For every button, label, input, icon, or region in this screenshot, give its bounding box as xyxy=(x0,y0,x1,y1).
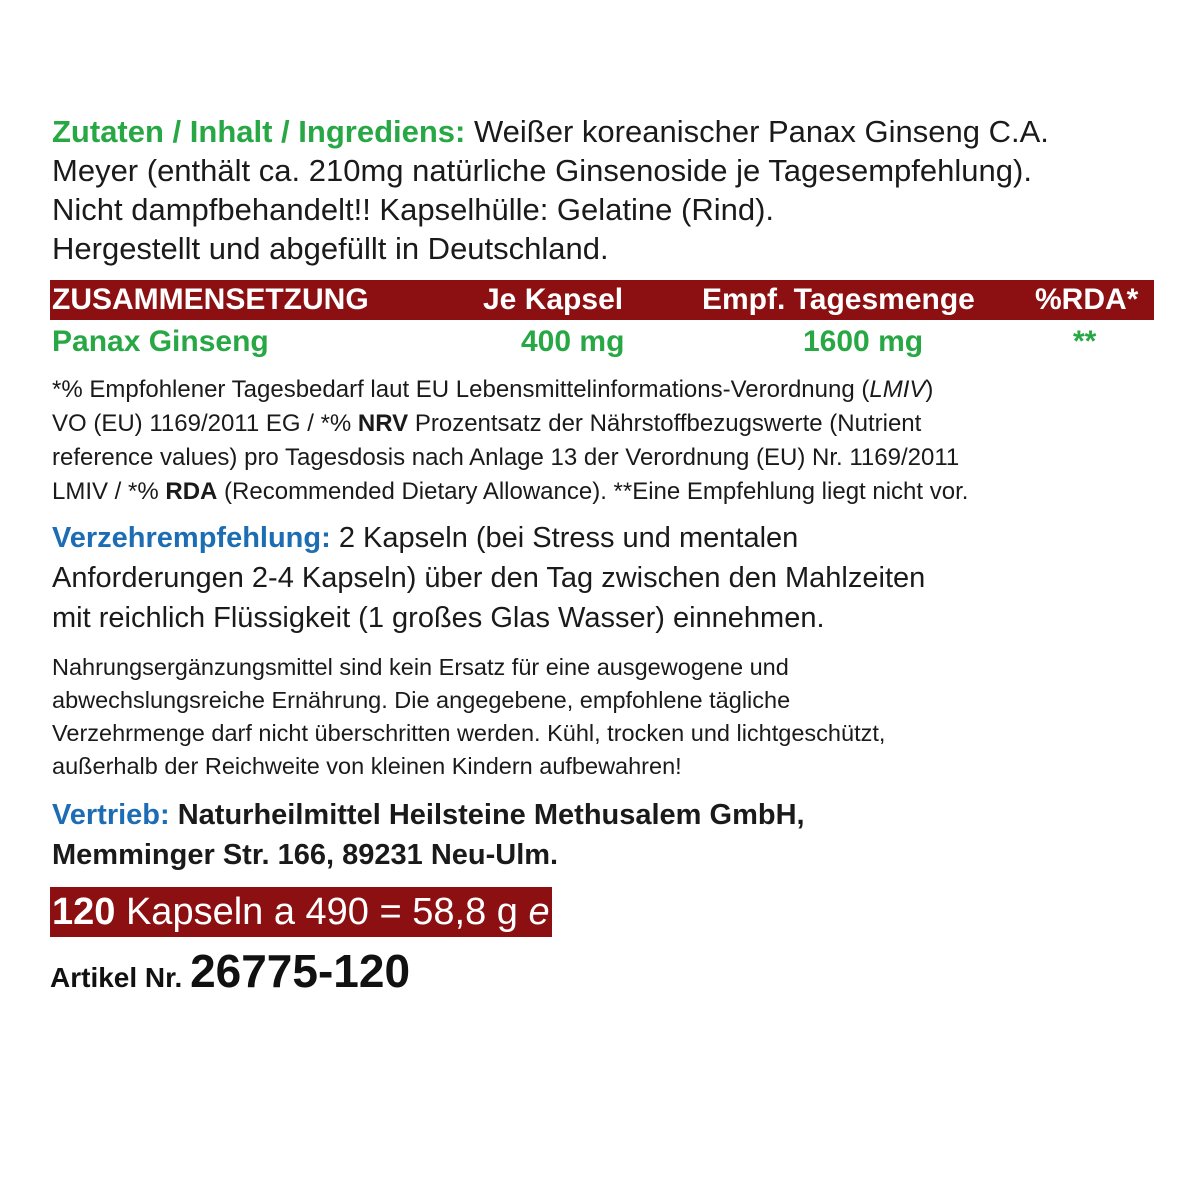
distributor-label: Vertrieb: xyxy=(52,799,170,831)
cell-ingredient: Panax Ginseng xyxy=(52,325,269,358)
footnote-text: *% Empfohlener Tagesbedarf laut EU Lebensmittelinformations-Verordnung ( xyxy=(52,376,870,403)
usage-text-1: 2 Kapseln (bei Stress und mentalen xyxy=(330,522,799,554)
distributor-line-1 xyxy=(52,795,1172,835)
rda-footnote xyxy=(52,373,1172,509)
footnote-line-3: reference values) pro Tagesdosis nach Anlage 13 der Verordnung (EU) Nr. 1169/2011 xyxy=(52,444,960,471)
footnote-text: Prozentsatz der Nährstoffbezugswerte (Nutrient xyxy=(408,410,922,437)
usage-line-2: Anforderungen 2-4 Kapseln) über den Tag zwischen den Mahlzeiten xyxy=(52,562,926,594)
usage-label: Verzehrempfehlung: xyxy=(52,522,331,554)
package-content-text: Kapseln a 490 = 58,8 g xyxy=(115,891,529,933)
warning-line-3: Verzehrmenge darf nicht überschritten werden. Kühl, trocken und lichtgeschützt, xyxy=(52,720,886,746)
article-number-value: 26775-120 xyxy=(190,945,411,997)
footnote-line-4 xyxy=(52,475,1172,509)
warning-line-4: außerhalb der Reichweite von kleinen Kindern aufbewahren! xyxy=(52,753,682,779)
capsule-count: 120 xyxy=(52,891,116,933)
usage-recommendation xyxy=(52,518,1172,638)
lmiv-abbrev: LMIV xyxy=(869,376,926,403)
warning-line-2: abwechslungsreiche Ernährung. Die angegebene, empfohlene tägliche xyxy=(52,687,791,713)
ingredients-section xyxy=(52,112,1172,268)
composition-table-row xyxy=(50,320,1154,364)
ingredients-text-1: Weißer koreanischer Panax Ginseng C.A. xyxy=(465,114,1049,149)
distributor-section xyxy=(52,795,1172,875)
cell-per-capsule: 400 mg xyxy=(521,325,625,358)
footnote-text: (Recommended Dietary Allowance). **Eine Empfehlung liegt nicht vor. xyxy=(217,478,969,505)
ingredients-label: Zutaten / Inhalt / Ingrediens: xyxy=(52,114,466,149)
package-content-banner xyxy=(50,887,552,937)
estimated-sign: e xyxy=(528,891,550,933)
footnote-text: LMIV / *% xyxy=(52,478,166,505)
supplement-warning xyxy=(52,651,1172,783)
footnote-line-1 xyxy=(52,373,1172,407)
cell-daily-amount: 1600 mg xyxy=(803,325,924,358)
ingredients-line-3: Nicht dampfbehandelt!! Kapselhülle: Gelatine (Rind). xyxy=(52,192,775,227)
usage-line-1 xyxy=(52,518,1172,558)
rda-abbrev: RDA xyxy=(165,478,218,505)
header-composition: ZUSAMMENSETZUNG xyxy=(52,283,369,316)
ingredients-line-4: Hergestellt und abgefüllt in Deutschland. xyxy=(52,231,609,266)
ingredients-line-1 xyxy=(52,112,1172,151)
nrv-abbrev: NRV xyxy=(357,410,409,437)
cell-rda: ** xyxy=(1073,325,1097,358)
header-rda: %RDA* xyxy=(1035,283,1139,316)
header-per-capsule: Je Kapsel xyxy=(483,283,624,316)
composition-table-header xyxy=(50,280,1154,320)
footnote-line-2 xyxy=(52,407,1172,441)
footnote-text: VO (EU) 1169/2011 EG / *% xyxy=(52,410,358,437)
distributor-address: Memminger Str. 166, 89231 Neu-Ulm. xyxy=(52,839,559,871)
warning-line-1: Nahrungsergänzungsmittel sind kein Ersatz für eine ausgewogene und xyxy=(52,654,789,680)
article-number xyxy=(50,944,410,998)
ingredients-line-2: Meyer (enthält ca. 210mg natürliche Ginsenoside je Tagesempfehlung). xyxy=(52,153,1032,188)
article-label: Artikel Nr. xyxy=(50,962,191,993)
distributor-name: Naturheilmittel Heilsteine Methusalem GmbH, xyxy=(169,799,805,831)
header-daily-amount: Empf. Tagesmenge xyxy=(702,283,975,316)
usage-line-3: mit reichlich Flüssigkeit (1 großes Glas Wasser) einnehmen. xyxy=(52,602,825,634)
footnote-text: ) xyxy=(925,376,934,403)
